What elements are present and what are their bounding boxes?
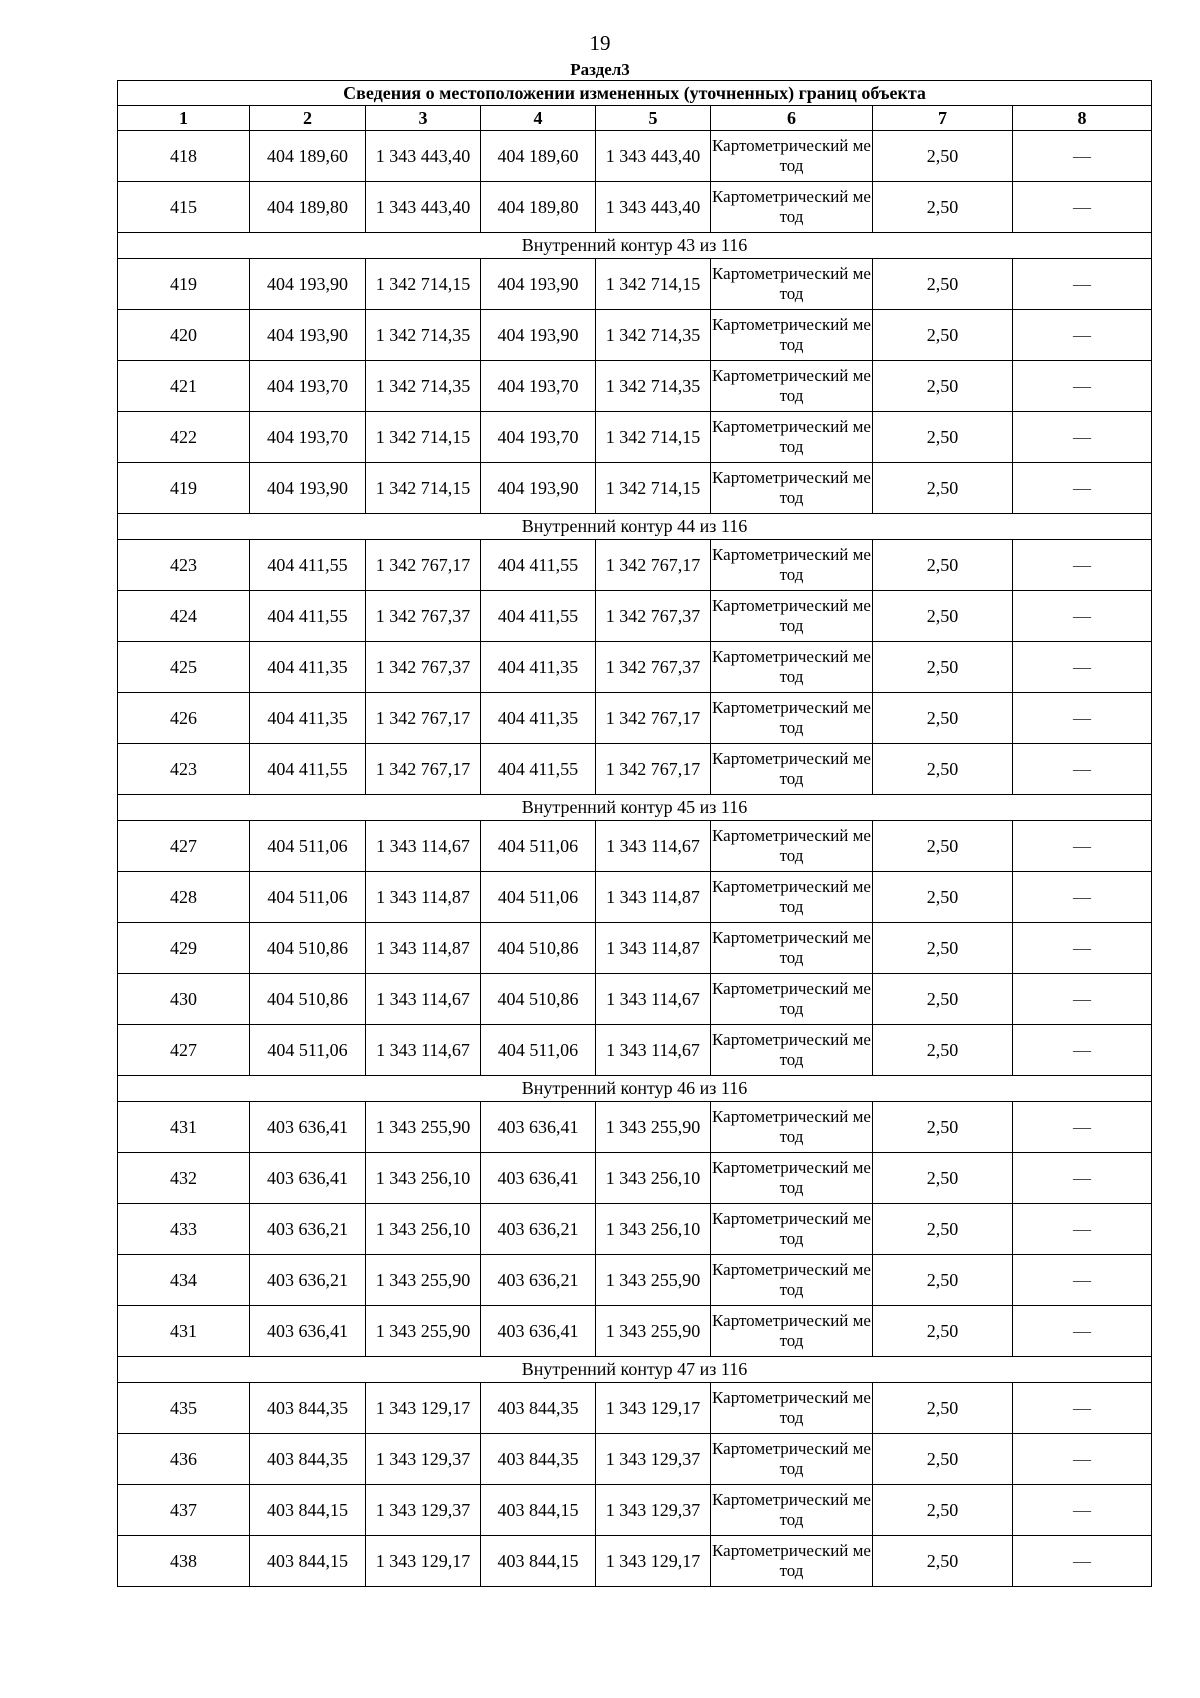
y-existing-cell: 1 342 714,15 [366,259,481,310]
y-existing-cell: 1 342 767,17 [366,693,481,744]
x-existing-cell: 404 193,90 [250,463,366,514]
point-number-cell: 431 [118,1306,250,1357]
y-existing-cell: 1 343 256,10 [366,1204,481,1255]
page-number: 19 [589,31,611,55]
column-number: 3 [366,106,481,131]
description-cell: — [1013,1102,1152,1153]
y-refined-cell: 1 343 443,40 [596,182,711,233]
point-number-cell: 438 [118,1536,250,1587]
y-refined-cell: 1 343 114,67 [596,821,711,872]
table-row [118,872,1152,923]
accuracy-cell: 2,50 [873,1025,1013,1076]
y-refined-cell: 1 342 767,37 [596,591,711,642]
point-number-cell: 434 [118,1255,250,1306]
table-row [118,1383,1152,1434]
column-number: 4 [481,106,596,131]
x-refined-cell: 404 193,90 [481,463,596,514]
x-refined-cell: 404 193,90 [481,310,596,361]
point-number-cell: 432 [118,1153,250,1204]
x-existing-cell: 404 511,06 [250,821,366,872]
point-number-cell: 436 [118,1434,250,1485]
x-existing-cell: 403 636,41 [250,1153,366,1204]
table-row [118,821,1152,872]
table-caption-row [118,81,1152,106]
table-row [118,923,1152,974]
description-cell: — [1013,642,1152,693]
y-existing-cell: 1 343 114,67 [366,1025,481,1076]
y-refined-cell: 1 343 255,90 [596,1102,711,1153]
table-row [118,974,1152,1025]
description-cell: — [1013,182,1152,233]
y-existing-cell: 1 342 767,17 [366,744,481,795]
table-row [118,1306,1152,1357]
method-cell: Картометрический метод [711,1434,873,1485]
point-number-cell: 418 [118,131,250,182]
description-cell: — [1013,744,1152,795]
x-refined-cell: 403 636,41 [481,1306,596,1357]
point-number-cell: 437 [118,1485,250,1536]
point-number-cell: 435 [118,1383,250,1434]
contour-heading-row [118,233,1152,259]
y-refined-cell: 1 342 767,17 [596,693,711,744]
x-refined-cell: 403 844,35 [481,1383,596,1434]
description-cell: — [1013,463,1152,514]
x-existing-cell: 404 193,70 [250,412,366,463]
x-existing-cell: 404 411,35 [250,693,366,744]
contour-heading-row [118,1076,1152,1102]
point-number-cell: 431 [118,1102,250,1153]
table-row [118,1255,1152,1306]
description-cell: — [1013,412,1152,463]
method-cell: Картометрический метод [711,182,873,233]
description-cell: — [1013,1485,1152,1536]
y-refined-cell: 1 343 129,17 [596,1383,711,1434]
y-existing-cell: 1 343 443,40 [366,131,481,182]
method-cell: Картометрический метод [711,642,873,693]
table-row [118,412,1152,463]
column-number: 7 [873,106,1013,131]
point-number-cell: 423 [118,540,250,591]
x-refined-cell: 403 844,35 [481,1434,596,1485]
contour-heading: Внутренний контур 47 из 116 [118,1357,1152,1383]
x-existing-cell: 403 636,41 [250,1306,366,1357]
x-refined-cell: 404 411,55 [481,540,596,591]
x-existing-cell: 404 511,06 [250,1025,366,1076]
y-refined-cell: 1 343 114,87 [596,923,711,974]
x-refined-cell: 403 636,41 [481,1102,596,1153]
y-existing-cell: 1 342 714,15 [366,412,481,463]
point-number-cell: 429 [118,923,250,974]
method-cell: Картометрический метод [711,744,873,795]
x-refined-cell: 404 511,06 [481,821,596,872]
column-number-row [118,106,1152,131]
contour-heading: Внутренний контур 46 из 116 [118,1076,1152,1102]
description-cell: — [1013,361,1152,412]
x-existing-cell: 404 189,60 [250,131,366,182]
accuracy-cell: 2,50 [873,540,1013,591]
x-refined-cell: 404 189,80 [481,182,596,233]
x-existing-cell: 404 193,70 [250,361,366,412]
point-number-cell: 427 [118,821,250,872]
x-existing-cell: 403 636,21 [250,1255,366,1306]
description-cell: — [1013,131,1152,182]
y-refined-cell: 1 343 129,37 [596,1434,711,1485]
column-number: 2 [250,106,366,131]
x-refined-cell: 403 636,21 [481,1255,596,1306]
description-cell: — [1013,1536,1152,1587]
y-refined-cell: 1 342 714,35 [596,310,711,361]
point-number-cell: 427 [118,1025,250,1076]
y-existing-cell: 1 343 129,17 [366,1536,481,1587]
y-existing-cell: 1 343 114,87 [366,923,481,974]
point-number-cell: 415 [118,182,250,233]
y-existing-cell: 1 343 255,90 [366,1102,481,1153]
accuracy-cell: 2,50 [873,1153,1013,1204]
x-existing-cell: 403 636,41 [250,1102,366,1153]
y-existing-cell: 1 342 714,35 [366,310,481,361]
method-cell: Картометрический метод [711,361,873,412]
y-refined-cell: 1 343 256,10 [596,1153,711,1204]
y-existing-cell: 1 343 443,40 [366,182,481,233]
method-cell: Картометрический метод [711,1102,873,1153]
table-row [118,1204,1152,1255]
accuracy-cell: 2,50 [873,591,1013,642]
accuracy-cell: 2,50 [873,974,1013,1025]
point-number-cell: 433 [118,1204,250,1255]
x-existing-cell: 404 193,90 [250,310,366,361]
description-cell: — [1013,872,1152,923]
table-row [118,361,1152,412]
x-refined-cell: 404 193,70 [481,361,596,412]
x-existing-cell: 404 411,55 [250,744,366,795]
y-refined-cell: 1 342 714,15 [596,259,711,310]
y-refined-cell: 1 343 129,17 [596,1536,711,1587]
x-existing-cell: 404 511,06 [250,872,366,923]
y-refined-cell: 1 342 714,15 [596,463,711,514]
method-cell: Картометрический метод [711,310,873,361]
y-refined-cell: 1 343 255,90 [596,1255,711,1306]
y-existing-cell: 1 342 714,35 [366,361,481,412]
y-refined-cell: 1 342 714,15 [596,412,711,463]
column-number: 1 [118,106,250,131]
contour-heading: Внутренний контур 45 из 116 [118,795,1152,821]
point-number-cell: 421 [118,361,250,412]
column-number: 5 [596,106,711,131]
point-number-cell: 420 [118,310,250,361]
method-cell: Картометрический метод [711,591,873,642]
description-cell: — [1013,259,1152,310]
y-existing-cell: 1 343 114,67 [366,821,481,872]
table-row [118,1025,1152,1076]
method-cell: Картометрический метод [711,1536,873,1587]
y-existing-cell: 1 342 767,37 [366,642,481,693]
method-cell: Картометрический метод [711,923,873,974]
accuracy-cell: 2,50 [873,182,1013,233]
x-existing-cell: 403 844,35 [250,1434,366,1485]
y-existing-cell: 1 343 255,90 [366,1255,481,1306]
point-number-cell: 419 [118,463,250,514]
section-title: Раздел3 [570,60,630,79]
accuracy-cell: 2,50 [873,1204,1013,1255]
x-existing-cell: 404 193,90 [250,259,366,310]
y-refined-cell: 1 343 114,67 [596,1025,711,1076]
table-row [118,131,1152,182]
table-caption: Сведения о местоположении измененных (уточненных) границ объекта [118,81,1152,106]
accuracy-cell: 2,50 [873,1485,1013,1536]
y-refined-cell: 1 342 767,17 [596,540,711,591]
x-refined-cell: 404 193,90 [481,259,596,310]
x-existing-cell: 404 411,55 [250,540,366,591]
y-existing-cell: 1 343 129,17 [366,1383,481,1434]
x-refined-cell: 404 511,06 [481,872,596,923]
table-row [118,1485,1152,1536]
x-refined-cell: 403 844,15 [481,1485,596,1536]
x-refined-cell: 404 510,86 [481,923,596,974]
point-number-cell: 426 [118,693,250,744]
method-cell: Картометрический метод [711,1255,873,1306]
table-body [118,81,1152,1587]
accuracy-cell: 2,50 [873,361,1013,412]
x-refined-cell: 404 411,35 [481,693,596,744]
point-number-cell: 423 [118,744,250,795]
accuracy-cell: 2,50 [873,310,1013,361]
point-number-cell: 425 [118,642,250,693]
contour-heading: Внутренний контур 43 из 116 [118,233,1152,259]
x-refined-cell: 404 411,35 [481,642,596,693]
point-number-cell: 422 [118,412,250,463]
y-refined-cell: 1 343 129,37 [596,1485,711,1536]
y-refined-cell: 1 343 256,10 [596,1204,711,1255]
x-refined-cell: 404 411,55 [481,591,596,642]
method-cell: Картометрический метод [711,540,873,591]
description-cell: — [1013,1025,1152,1076]
description-cell: — [1013,1255,1152,1306]
column-number: 6 [711,106,873,131]
x-existing-cell: 404 510,86 [250,923,366,974]
y-existing-cell: 1 343 114,67 [366,974,481,1025]
y-refined-cell: 1 342 767,17 [596,744,711,795]
contour-heading: Внутренний контур 44 из 116 [118,514,1152,540]
description-cell: — [1013,693,1152,744]
accuracy-cell: 2,50 [873,1536,1013,1587]
point-number-cell: 419 [118,259,250,310]
accuracy-cell: 2,50 [873,412,1013,463]
table-row [118,259,1152,310]
x-refined-cell: 404 193,70 [481,412,596,463]
x-refined-cell: 404 511,06 [481,1025,596,1076]
method-cell: Картометрический метод [711,821,873,872]
point-number-cell: 428 [118,872,250,923]
accuracy-cell: 2,50 [873,1255,1013,1306]
method-cell: Картометрический метод [711,412,873,463]
x-existing-cell: 404 510,86 [250,974,366,1025]
y-existing-cell: 1 343 129,37 [366,1485,481,1536]
x-refined-cell: 403 636,21 [481,1204,596,1255]
y-existing-cell: 1 343 256,10 [366,1153,481,1204]
table-row [118,182,1152,233]
accuracy-cell: 2,50 [873,259,1013,310]
method-cell: Картометрический метод [711,259,873,310]
accuracy-cell: 2,50 [873,131,1013,182]
y-existing-cell: 1 343 255,90 [366,1306,481,1357]
x-refined-cell: 403 636,41 [481,1153,596,1204]
method-cell: Картометрический метод [711,131,873,182]
method-cell: Картометрический метод [711,872,873,923]
description-cell: — [1013,310,1152,361]
table-row [118,1434,1152,1485]
accuracy-cell: 2,50 [873,693,1013,744]
table-row [118,1102,1152,1153]
y-refined-cell: 1 343 443,40 [596,131,711,182]
column-number: 8 [1013,106,1152,131]
method-cell: Картометрический метод [711,1153,873,1204]
y-existing-cell: 1 342 767,17 [366,540,481,591]
table-row [118,310,1152,361]
table-row [118,591,1152,642]
accuracy-cell: 2,50 [873,923,1013,974]
accuracy-cell: 2,50 [873,1383,1013,1434]
y-refined-cell: 1 343 114,67 [596,974,711,1025]
table-row [118,693,1152,744]
table-row [118,1153,1152,1204]
table-row [118,744,1152,795]
contour-heading-row [118,1357,1152,1383]
description-cell: — [1013,974,1152,1025]
method-cell: Картометрический метод [711,1383,873,1434]
x-refined-cell: 404 411,55 [481,744,596,795]
x-existing-cell: 403 844,35 [250,1383,366,1434]
method-cell: Картометрический метод [711,1025,873,1076]
x-refined-cell: 404 189,60 [481,131,596,182]
accuracy-cell: 2,50 [873,821,1013,872]
x-existing-cell: 404 411,35 [250,642,366,693]
method-cell: Картометрический метод [711,693,873,744]
y-refined-cell: 1 343 255,90 [596,1306,711,1357]
y-existing-cell: 1 342 714,15 [366,463,481,514]
y-refined-cell: 1 342 714,35 [596,361,711,412]
accuracy-cell: 2,50 [873,1102,1013,1153]
x-existing-cell: 403 636,21 [250,1204,366,1255]
table-row [118,642,1152,693]
description-cell: — [1013,1306,1152,1357]
description-cell: — [1013,923,1152,974]
method-cell: Картометрический метод [711,1204,873,1255]
accuracy-cell: 2,50 [873,642,1013,693]
accuracy-cell: 2,50 [873,1434,1013,1485]
y-refined-cell: 1 343 114,87 [596,872,711,923]
accuracy-cell: 2,50 [873,744,1013,795]
x-existing-cell: 403 844,15 [250,1536,366,1587]
point-number-cell: 424 [118,591,250,642]
description-cell: — [1013,1204,1152,1255]
x-refined-cell: 404 510,86 [481,974,596,1025]
y-existing-cell: 1 342 767,37 [366,591,481,642]
x-existing-cell: 404 189,80 [250,182,366,233]
table-row [118,463,1152,514]
y-existing-cell: 1 343 114,87 [366,872,481,923]
table-row [118,540,1152,591]
x-existing-cell: 404 411,55 [250,591,366,642]
accuracy-cell: 2,50 [873,872,1013,923]
x-refined-cell: 403 844,15 [481,1536,596,1587]
description-cell: — [1013,591,1152,642]
y-existing-cell: 1 343 129,37 [366,1434,481,1485]
description-cell: — [1013,1153,1152,1204]
description-cell: — [1013,1434,1152,1485]
contour-heading-row [118,514,1152,540]
table-row [118,1536,1152,1587]
description-cell: — [1013,821,1152,872]
point-number-cell: 430 [118,974,250,1025]
method-cell: Картометрический метод [711,974,873,1025]
description-cell: — [1013,1383,1152,1434]
coordinates-table [117,80,1152,1587]
x-existing-cell: 403 844,15 [250,1485,366,1536]
contour-heading-row [118,795,1152,821]
accuracy-cell: 2,50 [873,1306,1013,1357]
accuracy-cell: 2,50 [873,463,1013,514]
method-cell: Картометрический метод [711,463,873,514]
method-cell: Картометрический метод [711,1485,873,1536]
method-cell: Картометрический метод [711,1306,873,1357]
description-cell: — [1013,540,1152,591]
y-refined-cell: 1 342 767,37 [596,642,711,693]
